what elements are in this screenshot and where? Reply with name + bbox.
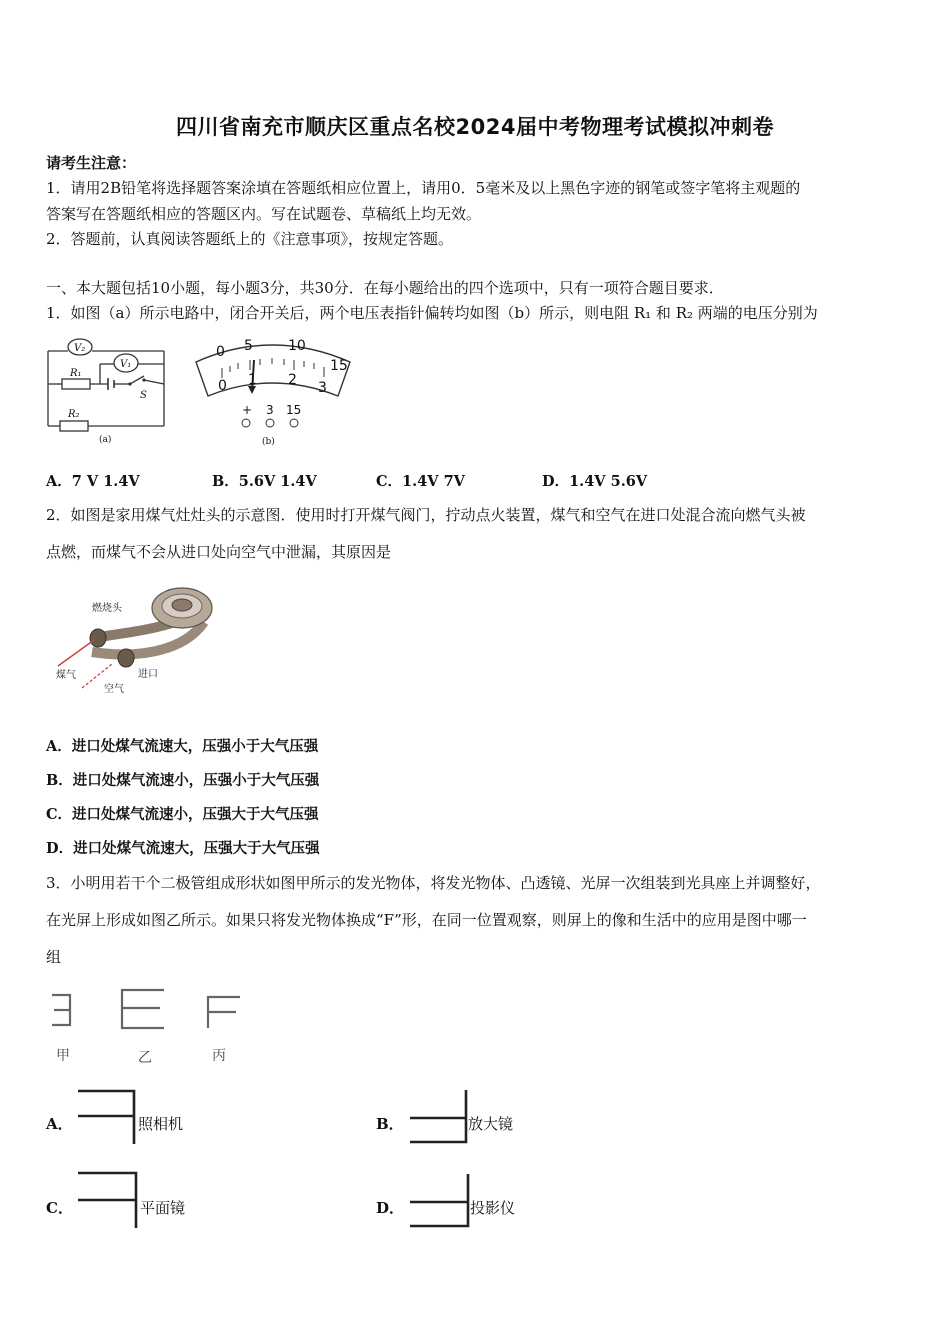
r2-resistor xyxy=(60,421,88,431)
notice-heading: 请考生注意： xyxy=(46,154,137,172)
label-v2: V₂ xyxy=(74,343,86,354)
q3-stem-line-1: 3．小明用若干个二极管组成形状如图甲所示的发光物体，将发光物体、凸透镜、光屏一次组装到光具座上并调整好， xyxy=(46,874,821,892)
q3-option-b-letter[interactable]: B． xyxy=(376,1115,404,1133)
q2-stem-line-2: 点燃，而煤气不会从进口处向空气中泄漏，其原因是 xyxy=(46,543,392,561)
label-yi: 乙 xyxy=(138,1050,152,1066)
scale-bottom-0: 0 xyxy=(218,378,227,394)
q3-option-c-text[interactable]: 平面镜 xyxy=(140,1199,186,1217)
label-fig-a: (a) xyxy=(99,435,112,445)
scale-top-15: 15 xyxy=(330,358,348,374)
label-r2: R₂ xyxy=(68,409,80,420)
q2-burner-figure xyxy=(52,580,222,700)
q1-option-b[interactable]: B．5.6V 1.4V xyxy=(212,473,317,490)
q1-option-d[interactable]: D．1.4V 5.6V xyxy=(542,473,648,490)
q2-option-b[interactable]: B．进口处煤气流速小，压强小于大气压强 xyxy=(46,772,320,789)
q3-option-a-text[interactable]: 照相机 xyxy=(138,1115,184,1133)
terminal-3: 3 xyxy=(266,403,274,417)
label-gas: 煤气 xyxy=(56,670,76,681)
q1-voltmeter-figure xyxy=(190,334,358,450)
label-burner: 燃烧头 xyxy=(92,603,122,614)
q3-option-c-letter[interactable]: C． xyxy=(46,1199,73,1217)
q3-option-c-shape xyxy=(76,1170,140,1232)
r1-resistor xyxy=(62,379,90,389)
q3-option-a-shape xyxy=(76,1088,138,1148)
q3-option-d-letter[interactable]: D． xyxy=(376,1199,405,1217)
q3-option-b-text[interactable]: 放大镜 xyxy=(468,1115,514,1133)
label-jia: 甲 xyxy=(56,1048,70,1064)
q2-stem-line-1: 2．如图是家用煤气灶灶头的示意图．使用时打开煤气阀门，拧动点火装置，煤气和空气在进口处混合流向燃气头被 xyxy=(46,506,806,524)
q2-option-d[interactable]: D．进口处煤气流速大，压强大于大气压强 xyxy=(46,840,320,857)
q3-stem-line-2: 在光屏上形成如图乙所示。如果只将发光物体换成“F”形，在同一位置观察，则屏上的像和生活中的应用是图中哪一 xyxy=(46,911,807,929)
q2-option-a[interactable]: A．进口处煤气流速大，压强小于大气压强 xyxy=(46,738,319,755)
scale-top-10: 10 xyxy=(288,338,306,354)
section-header: 一、本大题包括10小题，每小题3分，共30分．在每小题给出的四个选项中，只有一项符合题目要求． xyxy=(46,279,724,297)
q3-option-a-letter[interactable]: A． xyxy=(46,1115,73,1133)
label-inlet: 进口 xyxy=(138,669,158,680)
q3-option-d-text[interactable]: 投影仪 xyxy=(470,1199,516,1217)
notice-line-2: 答案写在答题纸相应的答题区内。写在试题卷、草稿纸上均无效。 xyxy=(46,205,482,223)
q1-stem: 1．如图（a）所示电路中，闭合开关后，两个电压表指针偏转均如图（b）所示，则电阻 R₁ 和 R₂ 两端的电压分别为 xyxy=(46,304,818,322)
scale-top-5: 5 xyxy=(244,338,253,354)
terminal-plus: + xyxy=(242,403,253,417)
label-v1: V₁ xyxy=(120,359,132,370)
notice-line-1: 1．请用2B铅笔将选择题答案涂填在答题纸相应位置上，请用0．5毫米及以上黑色字迹的钢笔或签字笔将主观题的 xyxy=(46,179,801,197)
q1-option-a[interactable]: A．7 V 1.4V xyxy=(46,473,140,490)
caption-fig-b: (b) xyxy=(262,437,275,447)
label-r1: R₁ xyxy=(70,368,82,379)
q3-option-d-shape xyxy=(406,1172,470,1232)
label-air: 空气 xyxy=(104,684,124,695)
q2-option-c[interactable]: C．进口处煤气流速小，压强大于大气压强 xyxy=(46,806,319,823)
terminal-15: 15 xyxy=(286,403,302,417)
label-bing: 丙 xyxy=(212,1048,226,1064)
scale-bottom-2: 2 xyxy=(288,372,297,388)
scale-bottom-1: 1 xyxy=(248,372,257,388)
scale-bottom-3: 3 xyxy=(318,380,327,396)
page-title: 四川省南充市顺庆区重点名校2024届中考物理考试模拟冲刺卷 xyxy=(176,115,774,139)
q3-option-b-shape xyxy=(406,1088,470,1148)
q3-stem-line-3: 组 xyxy=(46,948,62,966)
scale-top-0: 0 xyxy=(216,344,225,360)
q1-option-c[interactable]: C．1.4V 7V xyxy=(376,473,465,490)
q1-circuit-figure xyxy=(44,336,172,448)
label-s: S xyxy=(140,390,147,401)
notice-line-3: 2．答题前，认真阅读答题纸上的《注意事项》，按规定答题。 xyxy=(46,230,454,248)
q3-shapes-figure xyxy=(46,986,256,1070)
